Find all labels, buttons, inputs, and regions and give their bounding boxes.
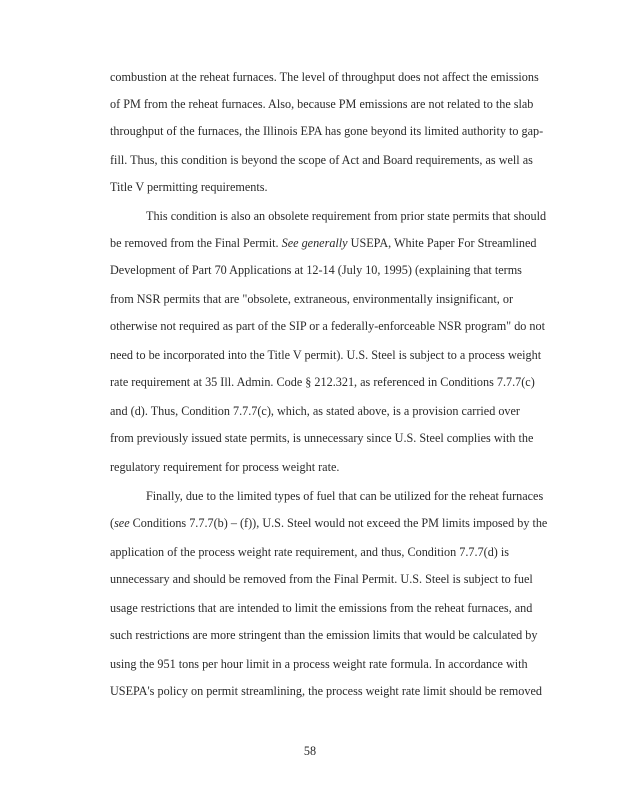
body-line: need to be incorporated into the Title V permit). U.S. Steel is subject to a process weight [110, 348, 542, 362]
citation-signal: see [114, 516, 130, 530]
body-text: ( [110, 516, 115, 530]
body-line: otherwise not required as part of the SIP or a federally-enforceable NSR program" do not [110, 319, 546, 333]
body-line: such restrictions are more stringent than the emission limits that would be calculated by [110, 628, 538, 642]
body-text: be removed from the Final Permit. [110, 236, 282, 250]
body-line: unnecessary and should be removed from the Final Permit. U.S. Steel is subject to fuel [110, 572, 533, 586]
body-line: from previously issued state permits, is unnecessary since U.S. Steel complies with the [110, 431, 534, 445]
page-number: 58 [303, 744, 317, 758]
body-line: regulatory requirement for process weight rate. [110, 460, 340, 474]
body-line: USEPA's policy on permit streamlining, the process weight rate limit should be removed [110, 684, 542, 698]
paragraph-first-line: Finally, due to the limited types of fuel that can be utilized for the reheat furnaces [146, 489, 544, 503]
body-text: USEPA, White Paper For Streamlined [347, 236, 537, 250]
paragraph-first-line: This condition is also an obsolete requirement from prior state permits that should [146, 209, 547, 223]
body-line [110, 236, 537, 250]
body-line: using the 951 tons per hour limit in a process weight rate formula. In accordance with [110, 657, 528, 671]
body-line: fill. Thus, this condition is beyond the scope of Act and Board requirements, as well as [110, 153, 533, 167]
body-line: Development of Part 70 Applications at 12-14 (July 10, 1995) (explaining that terms [110, 263, 522, 277]
citation-signal: See generally [281, 236, 348, 250]
body-line: and (d). Thus, Condition 7.7.7(c), which, as stated above, is a provision carried over [110, 404, 520, 418]
body-line: application of the process weight rate requirement, and thus, Condition 7.7.7(d) is [110, 545, 510, 559]
body-line [110, 516, 547, 530]
body-line: of PM from the reheat furnaces. Also, because PM emissions are not related to the slab [110, 97, 534, 111]
body-line: from NSR permits that are "obsolete, extraneous, environmentally insignificant, or [110, 292, 514, 306]
body-line: usage restrictions that are intended to limit the emissions from the reheat furnaces, and [110, 601, 533, 615]
body-line: Title V permitting requirements. [110, 180, 268, 194]
body-text: Conditions 7.7.7(b) – (f)), U.S. Steel would not exceed the PM limits imposed by the [129, 516, 548, 530]
body-line: rate requirement at 35 Ill. Admin. Code § 212.321, as referenced in Conditions 7.7.7(c) [110, 375, 535, 389]
body-line: throughput of the furnaces, the Illinois EPA has gone beyond its limited authority to gap- [110, 124, 544, 138]
body-line: combustion at the reheat furnaces. The level of throughput does not affect the emissions [110, 70, 539, 84]
